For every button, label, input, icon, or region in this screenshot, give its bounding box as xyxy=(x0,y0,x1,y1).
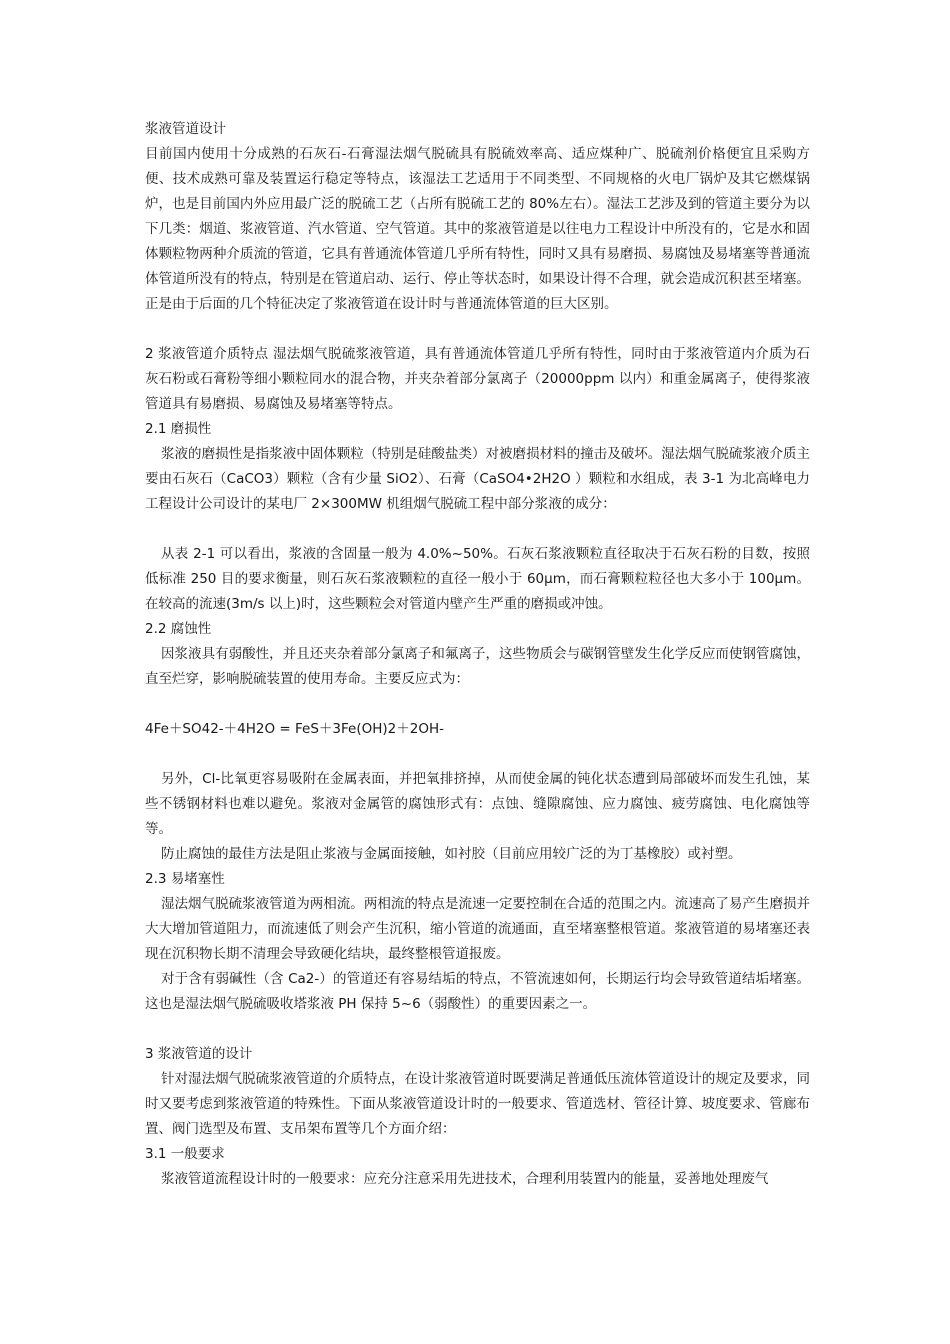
paragraph-2-2-b: 另外，Cl-比氧更容易吸附在金属表面，并把氧排挤掉，从而使金属的钝化状态遭到局部破坏而发生孔蚀，某些不锈钢材料也难以避免。浆液对金属管的腐蚀形式有：点蚀、缝隙腐蚀、应力腐蚀、疲劳腐蚀、电化腐蚀等等。 xyxy=(145,771,811,837)
reaction-formula: 4Fe＋SO42-＋4H2O = FeS＋3Fe(OH)2＋2OH- xyxy=(145,721,444,737)
heading-3: 3 浆液管道的设计 xyxy=(145,1046,253,1062)
document-title: 浆液管道设计 xyxy=(145,121,226,137)
section-2-paragraph: 2 浆液管道介质特点 湿法烟气脱硫浆液管道，具有普通流体管道几乎所有特性，同时由于浆液管道内介质为石灰石粉或石膏粉等细小颗粒同水的混合物，并夹杂着部分氯离子（20000ppm 以内）和重金属离子，使得浆液管道具有易磨损、易腐蚀及易堵塞等特点。 xyxy=(145,346,810,412)
paragraph-2-2-c: 防止腐蚀的最佳方法是阻止浆液与金属面接触，如衬胶（目前应用较广泛的为丁基橡胶）或衬塑。 xyxy=(161,846,742,862)
spacer xyxy=(145,1017,810,1042)
spacer xyxy=(145,517,810,542)
paragraph-2-1-a: 浆液的磨损性是指浆液中固体颗粒（特别是硅酸盐类）对被磨损材料的撞击及破坏。湿法烟气脱硫浆液介质主要由石灰石（CaCO3）颗粒（含有少量 SiO2）、石膏（CaSO4•2H2O ）颗粒和水组成，表 3-1 为北高峰电力工程设计公司设计的某电厂 2×300MW 机组烟气脱硫工程中部分浆液的成分： xyxy=(145,446,810,512)
document-page xyxy=(145,117,810,1192)
paragraph-3: 针对湿法烟气脱硫浆液管道的介质特点，在设计浆液管道时既要满足普通低压流体管道设计的规定及要求，同时又要考虑到浆液管道的特殊性。下面从浆液管道设计时的一般要求、管道选材、管径计算、坡度要求、管廊布置、阀门选型及布置、支吊架布置等几个方面介绍： xyxy=(145,1071,810,1137)
intro-paragraph: 目前国内使用十分成熟的石灰石-石膏湿法烟气脱硫具有脱硫效率高、适应煤种广、脱硫剂价格便宜且采购方便、技术成熟可靠及装置运行稳定等特点，该湿法工艺适用于不同类型、不同规格的火电厂锅炉及其它燃煤锅炉，也是目前国内外应用最广泛的脱硫工艺（占所有脱硫工艺的 80%左右）。湿法工艺涉及到的管道主要分为以下几类：烟道、浆液管道、汽水管道、空气管道。其中的浆液管道是以往电力工程设计中所没有的，它是水和固体颗粒物两种介质流的管道，它具有普通流体管道几乎所有特性，同时又具有易磨损、易腐蚀及易堵塞等普通流体管道所没有的特点，特别是在管道启动、运行、停止等状态时，如果设计得不合理，就会造成沉积甚至堵塞。正是由于后面的几个特征决定了浆液管道在设计时与普通流体管道的巨大区别。 xyxy=(145,146,810,312)
heading-2-1: 2.1 磨损性 xyxy=(145,421,212,437)
spacer xyxy=(145,317,810,342)
spacer xyxy=(145,692,810,717)
heading-2-2: 2.2 腐蚀性 xyxy=(145,621,212,637)
heading-2-3: 2.3 易堵塞性 xyxy=(145,871,225,887)
paragraph-2-1-b: 从表 2-1 可以看出，浆液的含固量一般为 4.0%~50%。石灰石浆液颗粒直径取决于石灰石粉的目数，按照低标准 250 目的要求衡量，则石灰石浆液颗粒的直径一般小于 60μm，而石膏颗粒粒径也大多小于 100μm。在较高的流速(3m/s 以上)时，这些颗粒会对管道内壁产生严重的磨损或冲蚀。 xyxy=(145,546,810,612)
heading-3-1: 3.1 一般要求 xyxy=(145,1146,225,1162)
paragraph-3-1: 浆液管道流程设计时的一般要求：应充分注意采用先进技术，合理利用装置内的能量，妥善地处理废气 xyxy=(161,1171,769,1187)
paragraph-2-3-b: 对于含有弱碱性（含 Ca2-）的管道还有容易结垢的特点，不管流速如何，长期运行均会导致管道结垢堵塞。这也是湿法烟气脱硫吸收塔浆液 PH 保持 5~6（弱酸性）的重要因素之一。 xyxy=(145,971,810,1012)
spacer xyxy=(145,742,810,767)
paragraph-2-3-a: 湿法烟气脱硫浆液管道为两相流。两相流的特点是流速一定要控制在合适的范围之内。流速高了易产生磨损并大大增加管道阻力，而流速低了则会产生沉积，缩小管道的流通面，直至堵塞整根管道。浆液管道的易堵塞还表现在沉积物长期不清理会导致硬化结块，最终整根管道报废。 xyxy=(145,896,810,962)
paragraph-2-2-a: 因浆液具有弱酸性，并且还夹杂着部分氯离子和氟离子，这些物质会与碳钢管壁发生化学反应而使钢管腐蚀，直至烂穿，影响脱硫装置的使用寿命。主要反应式为： xyxy=(145,646,810,687)
